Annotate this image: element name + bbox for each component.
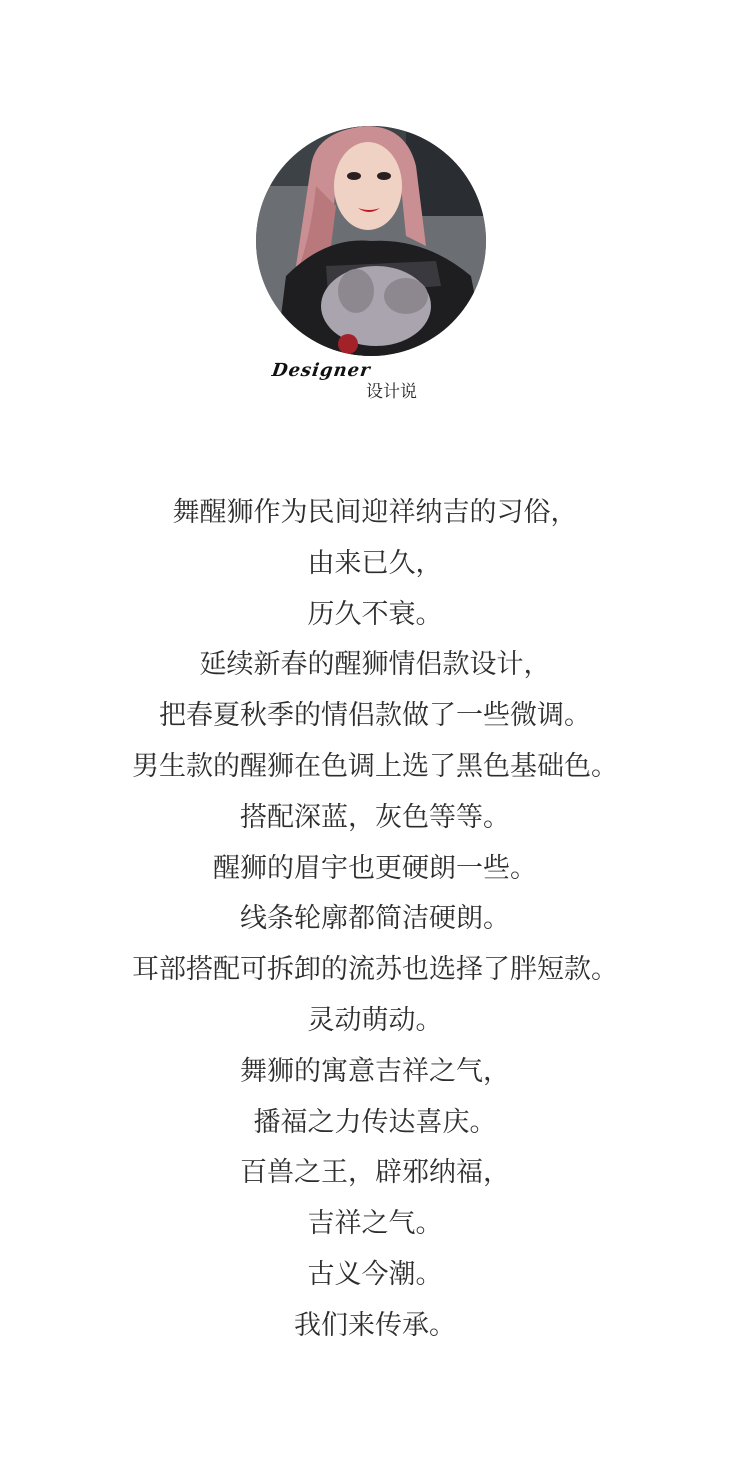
designer-script-label: Designer [270, 360, 373, 381]
poem-text [0, 488, 750, 1352]
poem-line: 线条轮廓都简洁硬朗。 [240, 903, 510, 935]
poem-line: 播福之力传达喜庆。 [253, 1106, 497, 1138]
poem-line: 舞醒狮作为民间迎祥纳吉的习俗， [172, 497, 578, 528]
poem-line: 搭配深蓝，灰色等等。 [240, 801, 510, 833]
poem-line: 由来已久， [307, 547, 443, 579]
poem-line: 百兽之王，辟邪纳福， [240, 1157, 510, 1189]
poem-line: 醒狮的眉宇也更硬朗一些。 [213, 852, 537, 884]
poem-line: 吉祥之气。 [307, 1208, 443, 1240]
poem-line: 耳部搭配可拆卸的流苏也选择了胖短款。 [132, 954, 618, 986]
poem-line: 男生款的醒狮在色调上选了黑色基础色。 [132, 750, 618, 782]
poem-line: 灵动萌动。 [307, 1004, 443, 1036]
poem-line: 舞狮的寓意吉祥之气， [240, 1055, 510, 1087]
poem-line: 古义今潮。 [307, 1258, 443, 1290]
poem-line: 把春夏秋季的情侣款做了一些微调。 [159, 700, 591, 732]
poem-line: 历久不衰。 [307, 598, 443, 630]
avatar-photo [256, 126, 486, 356]
poem-line: 我们来传承。 [294, 1309, 456, 1341]
designer-cn-label: 设计说 [366, 382, 417, 402]
designer-caption [272, 360, 472, 400]
designer-avatar [256, 126, 486, 356]
poem-line: 延续新春的醒狮情侣款设计， [199, 649, 551, 681]
